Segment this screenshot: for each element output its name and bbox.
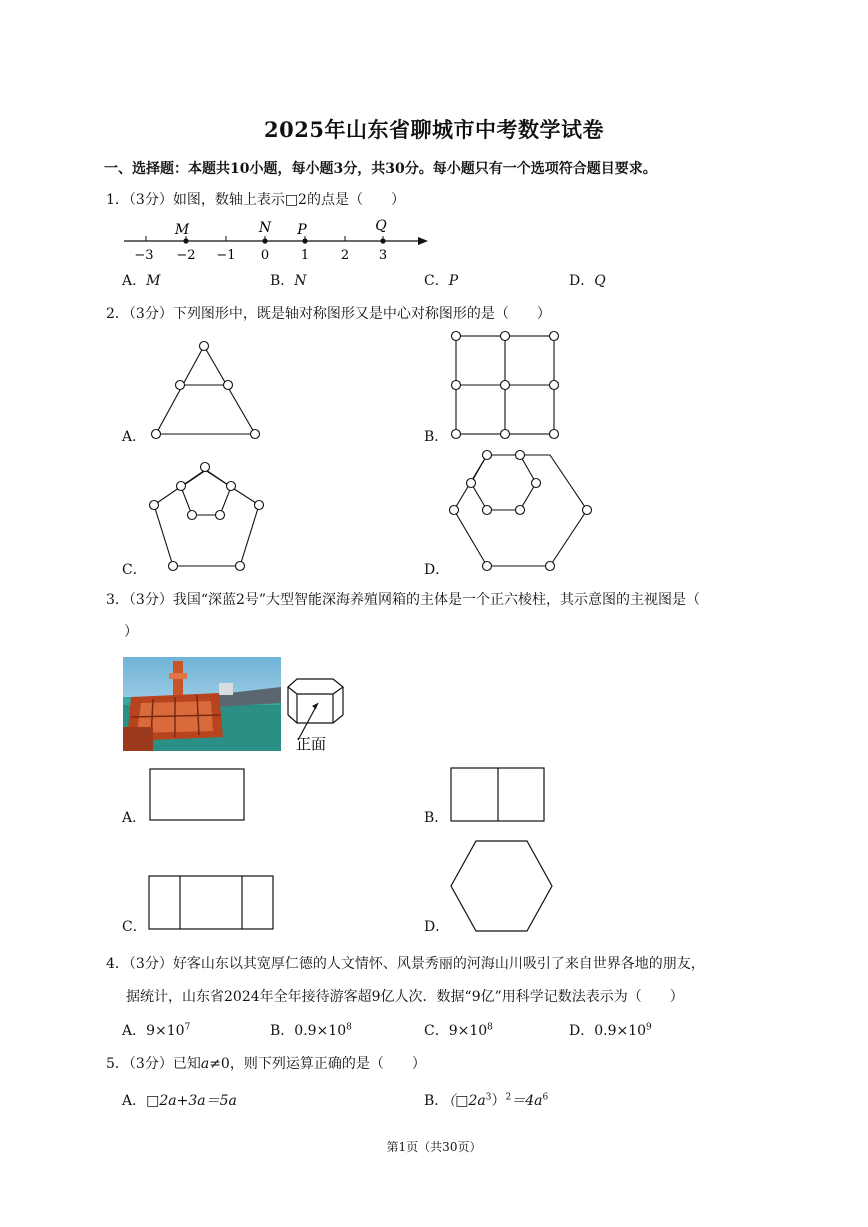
q3-figure-a <box>150 769 244 820</box>
q3-figure-c <box>149 876 273 929</box>
q1-option-d[interactable]: D．Q <box>569 273 606 289</box>
q1-stem: 1．（3分）如图，数轴上表示□2的点是（ ） <box>106 192 405 208</box>
front-label: 正面 <box>296 735 327 753</box>
q4-option-a[interactable]: A．$9\times 10^7$ <box>122 1022 191 1039</box>
q5-stem: 5．（3分）已知a≠0，则下列运算正确的是（ ） <box>106 1056 426 1072</box>
q3-option-c[interactable]: C． <box>122 919 147 935</box>
q2-option-b[interactable]: B． <box>424 429 449 445</box>
q1-option-c[interactable]: C．P <box>424 273 459 289</box>
tick-label: 3 <box>378 248 388 263</box>
tick-label: −1 <box>216 248 236 263</box>
label-p: P <box>297 222 307 238</box>
q3-stem: 3．（3分）我国“深蓝2号”大型智能深海养殖网箱的主体是一个正六棱柱，其示意图的主视图是（ <box>106 592 701 608</box>
page-title: 2025年山东省聊城市中考数学试卷 <box>264 117 604 142</box>
q3-option-b[interactable]: B． <box>424 810 449 826</box>
q3-option-a[interactable]: A． <box>122 810 147 826</box>
q4-option-d[interactable]: D．$0.9\times 10^9$ <box>569 1022 652 1039</box>
q1-option-b[interactable]: B．N <box>270 273 307 289</box>
q3-figure-d <box>451 841 552 931</box>
label-n: N <box>258 220 272 236</box>
q2-stem: 2．（3分）下列图形中，既是轴对称图形又是中心对称图形的是（ ） <box>106 306 551 322</box>
tick-label: 0 <box>260 248 270 263</box>
q4-stem-line1: 4．（3分）好客山东以其宽厚仁德的人文情怀、风景秀丽的河海山川吸引了来自世界各地的朋友， <box>106 956 705 972</box>
page-footer: 第1页（共30页） <box>386 1140 482 1154</box>
tick-label: −2 <box>176 248 196 263</box>
tick-label: 1 <box>300 248 310 263</box>
tick-label: 2 <box>340 248 350 263</box>
q2-option-a[interactable]: A． <box>122 429 147 445</box>
q4-stem-line2: 据统计，山东省2024年全年接待游客超9亿人次．数据“9亿”用科学记数法表示为（ ） <box>126 989 684 1005</box>
q5-option-b[interactable]: B．$(□2a^3)^2=4a^6$ <box>424 1092 549 1109</box>
q2-option-d[interactable]: D． <box>424 562 450 578</box>
q1-option-a[interactable]: A．M <box>122 273 161 289</box>
q4-option-b[interactable]: B．$0.9\times 10^8$ <box>270 1022 352 1039</box>
label-m: M <box>174 222 190 238</box>
q3-stem-cont: ） <box>124 624 138 640</box>
label-q: Q <box>375 218 387 234</box>
q3-option-d[interactable]: D． <box>424 919 450 935</box>
section-header: 一、选择题：本题共10小题，每小题3分，共30分。每小题只有一个选项符合题目要求。 <box>104 161 657 177</box>
q2-option-c[interactable]: C． <box>122 562 147 578</box>
q5-option-a[interactable]: A．□2a+3a＝5a <box>122 1093 237 1109</box>
tick-label: −3 <box>134 248 154 263</box>
q3-figure-b <box>451 768 544 821</box>
q4-option-c[interactable]: C．$9\times 10^8$ <box>424 1022 493 1039</box>
